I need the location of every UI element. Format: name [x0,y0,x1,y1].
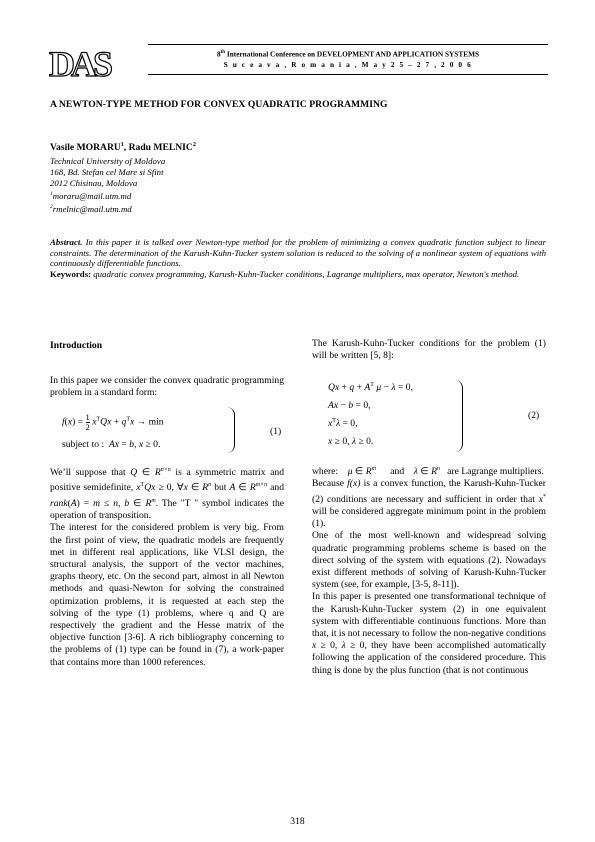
abstract-label: Abstract. [50,237,83,247]
equation-2-line-1: $Qx + q + A^T$ μ − λ = 0, [328,382,413,394]
abstract-text: In this paper it is talked over Newton-type method for the problem of minimizing a convex quadratic function subject to linear constraints. The determination of the Karush-Kuhn-Tucker system solution is reduced to the solving of a nonlinear system of equations with continuously differentiable functions. [50,237,546,269]
kkt-paragraph-1: The Karush-Kuhn-Tucker conditions for the problem (1) will be written [5, 8]: [312,338,546,362]
affiliation-line: 168, Bd. Stefan cel Mare si Sfint [50,167,164,177]
equation-2 [322,380,546,454]
equation-2-number: (2) [528,410,540,421]
intro-paragraph-3: The interest for the considered problem is very big. From the first point of view, the quadratic models are frequently met in different real applications, like VLSI design, the structural analysis, the support of the vector machines, graphs theory, etc. On the second part, almost in all Newton methods and quasi-Newton for solving the constrained optimization problems, it is requested at each step the solving of the type (1) problems, where q and Q are respectively the gradient and the Hesse matrix of the objective function [3-6]. A rich bibliography concerning to the problems of (1) type can be found in (7), a work-paper that contains more than 1000 references. [50,522,284,668]
conference-location-date: S u c e a v a , R o m a n i a , M a y 2 5 – 2 7 , 2 0 0 6 [223,60,473,70]
kkt-paragraph-2: where: μ ∈ $R^m$ and λ ∈ $R^n$ are Lagrange multipliers. Because f(x) is a convex function, the Karush-Kuhn-Tucker (2) conditions are necessary and sufficient in order that x* will be considered aggregate minimum point in the problem (1). One of the most well-known and widespread solving quadratic programming problems scheme is based on the direct solving of the system with equations (2). Nowadays exist different methods of solving of Karush-Kuhn-Tucker system (see, for example, [3-5, 8-11]). In this paper is presented one transformational technique of the Karush-Kuhn-Tucker system (2) in one equivalent system with differentiable continuous functions. More than that, it is not necessary to follow the non-negative conditions x ≥ 0, λ ≥ 0, they have been accomplished automatically following the application of the considered procedure. This thing is done by the plus function (that is not continuous [312,466,547,676]
equation-2-line-3: $x^T\lambda = 0$, [328,418,358,430]
equation-1 [62,407,284,455]
keywords-text: quadratic convex programming, Karush-Kuhn-Tucker conditions, Lagrange multipliers, max operator, Newton's method. [91,269,520,280]
section-heading-introduction: Introduction [50,340,103,351]
email-1: $^1$moraru@mail.utm.md [50,190,132,201]
paper-title: A NEWTON-TYPE METHOD FOR CONVEX QUADRATIC PROGRAMMING [50,99,388,110]
affiliation-line: 2012 Chisinau, Moldova [50,178,138,188]
page-number: 318 [290,816,305,827]
keywords-label: Keywords: [50,269,92,280]
equation-1-number: (1) [270,426,282,437]
conference-header [148,47,548,70]
header-rule-top [148,44,548,45]
author-line: Vasile MORARU$^1$, Radu MELNIC$^2$ [50,142,196,154]
kkt-paragraph-4: One of the most well-known and widespread solving quadratic programming problems scheme is based on the direct solving of the system with equations (2). Nowadays exist different methods of solving of Karush-Kuhn-Tucker system (see, for example, [3-5, 8-11]). [312,530,546,591]
logo-text: DAS [49,44,110,83]
affiliation [50,156,165,215]
email-2: $^2$rmelnic@mail.utm.md [50,203,132,214]
equation-1-objective: f(x) = $\frac{1}{2}$ $x^TQx + q^Tx \to \min$ [62,412,164,432]
affiliation-line: Technical University of Moldova [50,156,166,166]
equation-2-line-2: Ax − b = 0, [328,400,371,411]
equation-2-line-4: x ≥ 0, λ ≥ 0. [328,436,374,447]
conference-name: 8th International Conference on DEVELOPMENT AND APPLICATION SYSTEMS [216,49,480,59]
intro-paragraph-1: In this paper we consider the convex quadratic programming problem in a standard form: [50,375,284,399]
abstract [50,237,546,280]
intro-paragraph-2: We’ll suppose that Q ∈ $R^{n\times n}$ is a symmetric matrix and positive semidefinite, $x^TQx \ge 0$, ∀x ∈ $R^n$ but A ∈ $R^{m\times n}$ and rank(A) = m ≤ n, b ∈ $R^m$. The "T " symbol indicates the operation of transposition. The interest for the considered problem is very big. From the first point of view, the quadratic models are frequently met in different real applications, like VLSI design, the structural analysis, the support of the vector machines, graphs theory, etc. On the second part, almost in all Newton methods and quasi-Newton for solving the constrained optimization problems, it is requested at each step the solving of the type (1) problems, where q and Q are respectively the gradient and the Hesse matrix of the objective function [3-6]. A rich bibliography concerning to the problems of (1) type can be found in (7), a work-paper that contains more than 1000 references. [50,467,285,668]
equation-1-constraint: subject to : Ax = b, x ≥ 0. [62,439,161,450]
header-rule-bottom [148,74,548,75]
conference-logo [47,41,133,83]
